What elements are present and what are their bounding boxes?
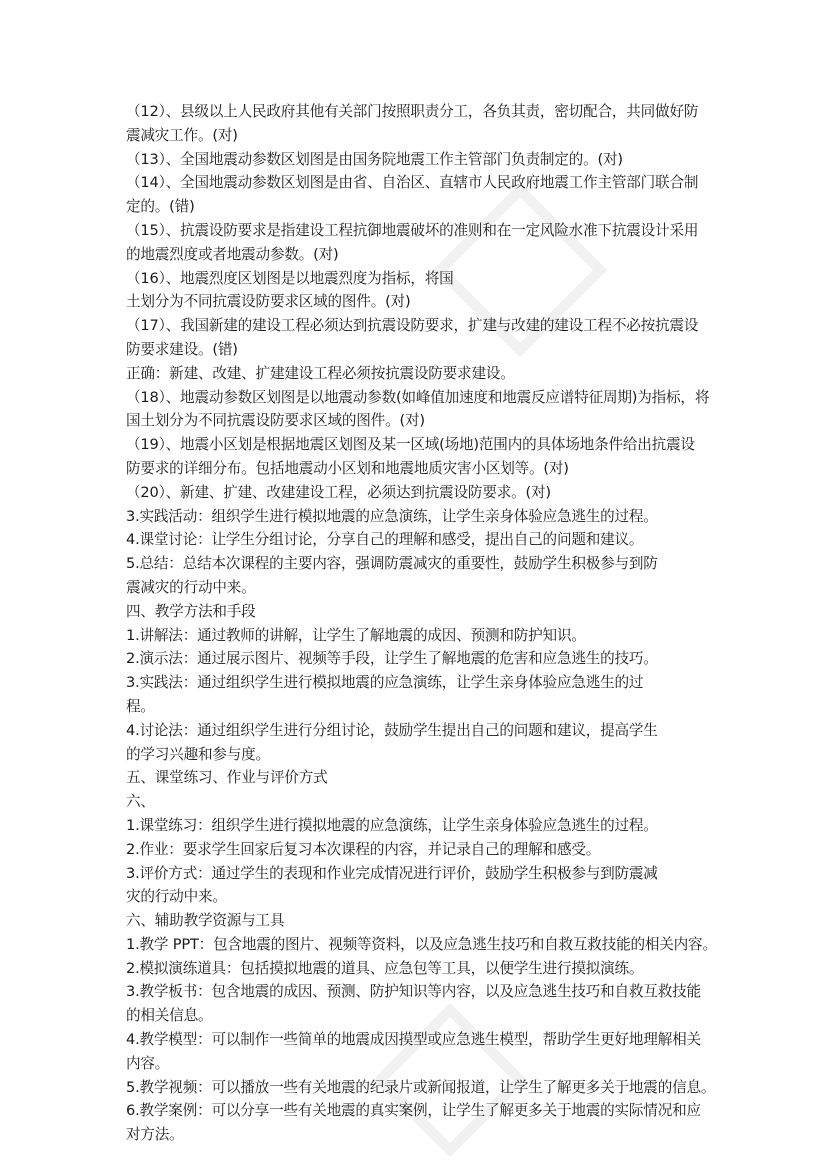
text-line: （16）、地震烈度区划图是以地震烈度为指标，将国	[126, 269, 454, 287]
text-line: 2.演示法：通过展示图片、视频等手段，让学生了解地震的危害和应急逃生的技巧。	[126, 650, 658, 668]
text-line: 4.讨论法：通过组织学生进行分组讨论，鼓励学生提出自己的问题和建议，提高学生	[126, 721, 658, 739]
text-line: 3.实践活动：组织学生进行模拟地震的应急演练，让学生亲身体验应急逃生的过程。	[126, 507, 658, 525]
text-line: （19）、地震小区划是根据地震区划图及某一区域(场地)范围内的具体场地条件给出抗震设	[126, 436, 695, 454]
text-line: 3.实践法：通过组织学生进行模拟地震的应急演练，让学生亲身体验应急逃生的过	[126, 674, 644, 692]
text-line: 四、教学方法和手段	[126, 602, 256, 620]
text-line: 定的。(错)	[126, 198, 195, 216]
text-line: （12）、县级以上人民政府其他有关部门按照职责分工，各负其责，密切配合，共同做好防	[126, 103, 699, 120]
text-line: 1.讲解法：通过教师的讲解，让学生了解地震的成因、预测和防护知识。	[126, 626, 586, 644]
text-line: 的地震烈度或者地震动参数。(对)	[126, 245, 339, 263]
text-line: 六、辅助教学资源与工具	[126, 912, 285, 930]
text-line: 五、课堂练习、作业与评价方式	[126, 769, 328, 787]
text-line: 4.教学模型：可以制作一些简单的地震成因摸型或应急逃生模型，帮助学生更好地理解相关	[126, 1031, 701, 1049]
text-line: 1.教学 PPT：包含地震的图片、视频等资料，以及应急逃生技巧和自救互救技能的相关内容。	[126, 935, 717, 953]
text-line: 5.总结：总结本次课程的主要内容，强调防震减灾的重要性，鼓励学生积极参与到防	[126, 555, 658, 573]
text-line: 4.课堂讨论：让学生分组讨论，分享自己的理解和感受，提出自己的问题和建议。	[126, 531, 644, 549]
text-line: 2.作业：要求学生回家后复习本次课程的内容，并记录自己的理解和感受。	[126, 840, 601, 858]
text-line: 震减灾工作。(对)	[126, 126, 238, 144]
text-line: 土划分为不同抗震设防要求区域的图件。(对)	[126, 293, 411, 311]
text-line: 防要求的详细分布。包括地震动小区划和地震地质灾害小区划等。(对)	[126, 459, 569, 477]
text-line: 灾的行动中来。	[126, 888, 227, 906]
text-line: 6.教学案例：可以分享一些有关地震的真实案例，让学生了解更多关于地震的实际情况和应	[126, 1102, 701, 1120]
text-line: 3.评价方式：通过学生的表现和作业完成情况进行评价，鼓励学生积极参与到防震减	[126, 864, 658, 882]
text-line: 2.模拟演练道具：包括摸拟地震的道具、应急包等工具，以便学生进行摸拟演练。	[126, 959, 644, 977]
text-line: 5.教学视频：可以播放一些有关地震的纪录片或新闻报道，让学生了解更多关于地震的信息。	[126, 1078, 716, 1096]
text-line: 程。	[126, 697, 155, 715]
text-line: （13）、全国地震动参数区划图是由国务院地震工作主管部门负责制定的。(对)	[126, 150, 623, 168]
text-line: 对方法。	[126, 1126, 184, 1144]
text-line: 3.教学板书：包含地震的成因、预测、防护知识等内容，以及应急逃生技巧和自救互救技能	[126, 983, 701, 1001]
text-line: 国土划分为不同抗震设防要求区域的图件。(对)	[126, 412, 425, 430]
text-line: 正确：新建、改建、扩建建设工程必须按抗震设防要求建设。	[126, 364, 515, 382]
text-line: 1.课堂练习：组织学生进行摸拟地震的应急演练，让学生亲身体验应急逃生的过程。	[126, 816, 658, 834]
text-line: （14）、全国地震动参数区划图是由省、自治区、直辖市人民政府地震工作主管部门联合制	[126, 174, 699, 192]
document-body	[126, 100, 716, 1147]
text-line: 防要求建设。(错)	[126, 340, 238, 358]
text-line: （18）、地震动参数区划图是以地震动参数(如峰值加速度和地震反应谱特征周期)为指标，将	[126, 388, 710, 406]
text-line: 内容。	[126, 1054, 170, 1072]
text-line: 的相关信息。	[126, 1007, 213, 1025]
text-line: （15）、抗震设防要求是指建设工程抗御地震破坏的准则和在一定风险水准下抗震设计采用	[126, 221, 699, 239]
text-line: 的学习兴趣和参与度。	[126, 745, 270, 763]
text-line: （17）、我国新建的建设工程必须达到抗震设防要求，扩建与改建的建设工程不必按抗震设	[126, 317, 699, 335]
text-line: （20）、新建、扩建、改建建设工程，必须达到抗震设防要求。(对)	[126, 483, 551, 501]
text-line: 六、	[126, 793, 155, 811]
text-line: 震减灾的行动中来。	[126, 578, 256, 596]
